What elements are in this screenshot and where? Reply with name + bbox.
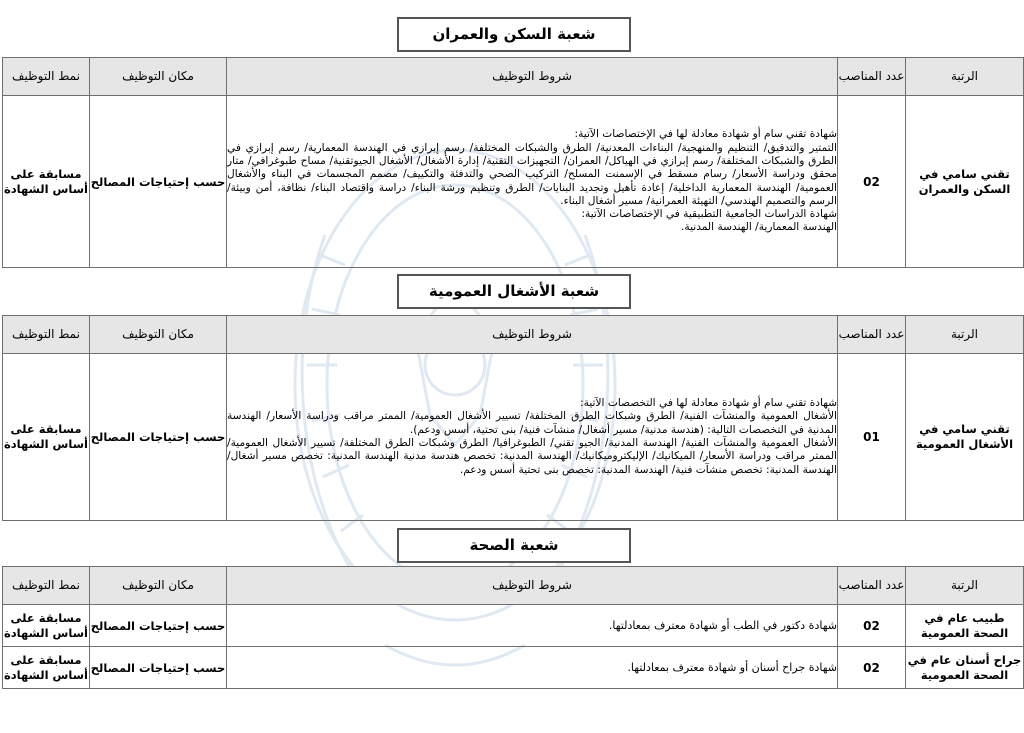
table-row: [3, 647, 1024, 689]
count-cell: 02: [838, 647, 906, 689]
place-cell: حسب إحتياجات المصالح: [90, 354, 227, 521]
rank-cell: تقني سامي في السكن والعمران: [906, 96, 1024, 268]
condition-line: شهادة تقني سام أو شهادة معادلة لها في الإختصاصات الآتية:: [574, 128, 837, 141]
header-count: عدد المناصب: [838, 567, 906, 605]
mode-cell: مسابقة على أساس الشهادة: [3, 647, 90, 689]
header-place: مكان التوظيف: [90, 567, 227, 605]
condition-line: الهندسة المعمارية/ الهندسة المدنية.: [681, 221, 837, 234]
header-mode: نمط التوظيف: [3, 567, 90, 605]
condition-line: التمتير والتدقيق/ التنظيم والمنهجية/ البناءات المعدنية/ الطرق والشبكات المختلفة/ رسم إبرازي في الهندسة المعمارية/ رسم إبرازي في الطرق والشبكات المختلفة/ رسم إبرازي في الهياكل/ العمران/ التجهيزات التقنية/ إدارة الأشغال/ الأشغال الجيوتقنية/ مساح طبوغرافي/ متار محقق ودراسة الأسعار/ رسام مسقط في الإسمنت المسلح/ التركيب الصحي والتدفئة والتكييف/ مصمم المجسمات في البناء والأشغال العمومية/ الهندسة المعمارية الداخلية/ إعادة تأهيل وتجديد البنايات/ الطرق وتنظيم ورشة البناء/ دراسة واقتصاد البناء/ نظافة، أمن وبيئة/ الرسم والتصميم الهندسي/ التهيئة العمرانية/ مسير أشغال البناء.: [227, 141, 837, 207]
header-conditions: شروط التوظيف: [227, 316, 838, 354]
place-cell: حسب إحتياجات المصالح: [90, 647, 227, 689]
header-rank: الرتبة: [906, 567, 1024, 605]
rank-cell: تقني سامي في الأشغال العمومية: [906, 354, 1024, 521]
mode-cell: مسابقة على أساس الشهادة: [3, 96, 90, 268]
condition-line: شهادة تقني سام أو شهادة معادلة لها في التخصصات الآتية:: [580, 397, 837, 410]
section-title-public-works: شعبة الأشغال العمومية: [397, 274, 631, 309]
table-health: [2, 566, 1024, 689]
place-cell: حسب إحتياجات المصالح: [90, 96, 227, 268]
mode-cell: مسابقة على أساس الشهادة: [3, 354, 90, 521]
header-mode: نمط التوظيف: [3, 58, 90, 96]
conditions-cell: شهادة دكتور في الطب أو شهادة معترف بمعادلتها.: [227, 605, 838, 647]
header-count: عدد المناصب: [838, 316, 906, 354]
place-cell: حسب إحتياجات المصالح: [90, 605, 227, 647]
rank-cell: طبيب عام في الصحة العمومية: [906, 605, 1024, 647]
table-public-works: [2, 315, 1024, 521]
header-conditions: شروط التوظيف: [227, 58, 838, 96]
header-rank: الرتبة: [906, 316, 1024, 354]
header-conditions: شروط التوظيف: [227, 567, 838, 605]
condition-line: الأشغال العمومية والمنشآت الفنية/ الهندسة المدنية/ الجيو تقني/ الطبوغرافيا/ الطرق وشبكات الطرق المختلفة/ تسيير الأشغال العمومية/ الممتر مراقب ودراسة الأسعار/ الميكانيك/ الإليكتروميكانيك/ الهندسة المدنية: تخصص هندسة مدنية الهندسة المدنية: تخصص مسير أشغال/ الهندسة المدنية: تخصص منشآت فنية/ الهندسة المدنية: تخصص بنى تحتية أسس ودعم.: [227, 437, 837, 476]
header-count: عدد المناصب: [838, 58, 906, 96]
conditions-cell: [227, 96, 838, 268]
table-row: [3, 96, 1024, 268]
header-rank: الرتبة: [906, 58, 1024, 96]
section-title-health: شعبة الصحة: [397, 528, 631, 563]
header-mode: نمط التوظيف: [3, 316, 90, 354]
table-row: [3, 354, 1024, 521]
count-cell: 02: [838, 605, 906, 647]
table-housing: [2, 57, 1024, 268]
section-title-housing: شعبة السكن والعمران: [397, 17, 631, 52]
count-cell: 02: [838, 96, 906, 268]
conditions-cell: شهادة جراح أسنان أو شهادة معترف بمعادلتها.: [227, 647, 838, 689]
table-row: [3, 605, 1024, 647]
rank-cell: جراح أسنان عام في الصحة العمومية: [906, 647, 1024, 689]
mode-cell: مسابقة على أساس الشهادة: [3, 605, 90, 647]
condition-line: شهادة الدراسات الجامعية التطبيقية في الإختصاصات الآتية:: [581, 208, 837, 221]
header-place: مكان التوظيف: [90, 316, 227, 354]
header-place: مكان التوظيف: [90, 58, 227, 96]
condition-line: الأشغال العمومية والمنشآت الفنية/ الطرق وشبكات الطرق المختلفة/ تسيير الأشغال العمومية/ الممتر مراقب ودراسة الأسعار/ الهندسة المدنية في التخصصات التالية: (هندسة مدنية/ مسير أشغال/ منشآت فنية/ بنى تحتية، أسس ودعم).: [227, 410, 837, 436]
count-cell: 01: [838, 354, 906, 521]
conditions-cell: [227, 354, 838, 521]
